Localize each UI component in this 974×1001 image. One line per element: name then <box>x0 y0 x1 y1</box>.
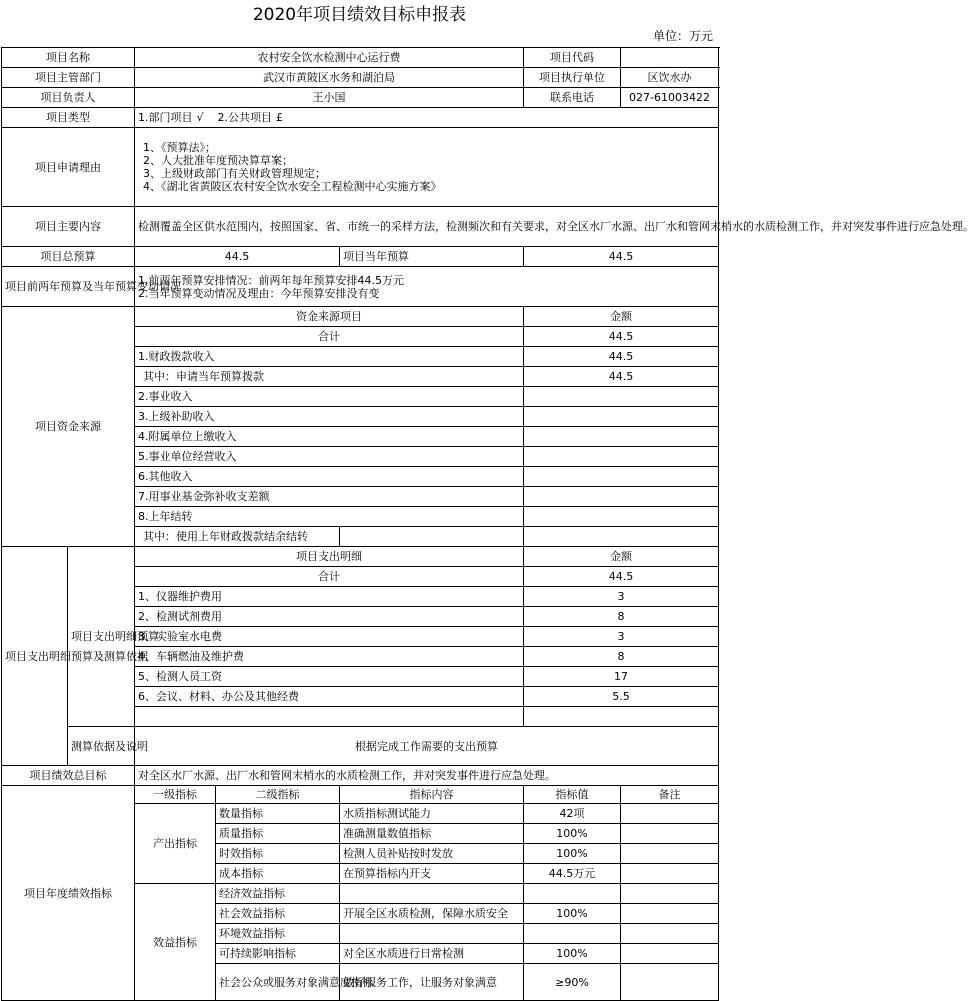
exec-unit-label: 项目执行单位 <box>524 68 621 88</box>
funding-item: 3.上级补助收入 <box>135 407 524 427</box>
indicator-content: 做好服务工作，让服务对象满意 <box>340 964 524 1001</box>
basis-value: 根据完成工作需要的支出预算 <box>135 727 719 766</box>
funding-amount <box>524 427 719 447</box>
project-code-value <box>621 48 719 68</box>
indicator-l2: 成本指标 <box>216 864 340 884</box>
expense-item: 合计 <box>135 567 524 587</box>
row-project-type <box>2 108 719 128</box>
funding-label: 项目资金来源 <box>2 307 135 547</box>
performance-form-table <box>1 47 974 1001</box>
expense-amount: 17 <box>524 667 719 687</box>
indicator-note <box>621 864 719 884</box>
funding-amount <box>524 487 719 507</box>
budget-change-label: 项目前两年预算及当年预算变动情况 <box>2 267 135 307</box>
indicator-content: 检测人员补贴按时发放 <box>340 844 524 864</box>
indicator-content: 对全区水质进行日常检测 <box>340 944 524 964</box>
indicator-l2: 社会公众或服务对象满意度指标 <box>216 964 340 1001</box>
project-type-label: 项目类型 <box>2 108 135 128</box>
benefit-indicator-label: 效益指标 <box>135 884 216 1001</box>
indicator-note <box>621 964 719 1001</box>
total-budget-label: 项目总预算 <box>2 247 135 267</box>
expense-item: 5、检测人员工资 <box>135 667 524 687</box>
indicator-l2: 社会效益指标 <box>216 904 340 924</box>
indicator-note <box>621 884 719 904</box>
indicator-note <box>621 824 719 844</box>
indicators-label: 项目年度绩效指标 <box>2 786 135 1001</box>
funding-item: 7.用事业基金弥补收支差额 <box>135 487 524 507</box>
funding-item: 4.附属单位上缴收入 <box>135 427 524 447</box>
content-label: 项目主要内容 <box>2 207 135 247</box>
project-type-options <box>135 108 719 128</box>
indicator-value <box>524 884 621 904</box>
expense-header-row <box>2 547 719 567</box>
row-reason <box>2 128 719 207</box>
indicator-content: 水质指标测试能力 <box>340 804 524 824</box>
row-owner <box>2 88 719 108</box>
phone-value: 027-61003422 <box>621 88 719 108</box>
goal-label: 项目绩效总目标 <box>2 766 135 786</box>
owner-value: 王小国 <box>135 88 524 108</box>
funding-amount <box>524 407 719 427</box>
reason-line: 3、上级财政部门有关财政管理规定； <box>143 167 326 180</box>
output-indicator-label: 产出指标 <box>135 804 216 884</box>
exec-unit-value: 区饮水办 <box>621 68 719 88</box>
indicator-head-note: 备注 <box>621 786 719 804</box>
indicator-value: 42项 <box>524 804 621 824</box>
reason-label: 项目申请理由 <box>2 128 135 207</box>
type-option-dept: 1.部门项目 <box>138 111 193 124</box>
dept-label: 项目主管部门 <box>2 68 135 88</box>
project-name-label: 项目名称 <box>2 48 135 68</box>
funding-amount <box>524 387 719 407</box>
expense-item <box>135 707 524 727</box>
year-budget-value: 44.5 <box>524 247 719 267</box>
expense-item: 6、会议、材料、办公及其他经费 <box>135 687 524 707</box>
reason-line: 1、《预算法》； <box>143 141 216 154</box>
row-content <box>2 207 719 247</box>
funding-item: 合计 <box>135 327 524 347</box>
expense-item: 1、仪器维护费用 <box>135 587 524 607</box>
indicator-l2: 时效指标 <box>216 844 340 864</box>
expense-amount: 3 <box>524 627 719 647</box>
indicator-note <box>621 804 719 824</box>
funding-header-row <box>2 307 719 327</box>
row-department <box>2 68 719 88</box>
indicator-value: 100% <box>524 844 621 864</box>
row-budget <box>2 247 719 267</box>
indicator-value: 100% <box>524 904 621 924</box>
reason-line: 4、《湖北省黄陂区农村安全饮水安全工程检测中心实施方案》 <box>143 180 442 193</box>
unit-label: 单位：万元 <box>652 29 713 43</box>
funding-amount <box>524 507 719 527</box>
content-text: 检测覆盖全区供水范围内，按照国家、省、市统一的采样方法，检测频次和有关要求，对全区水厂水源、出厂水和管网末梢水的水质检测工作，并对突发事件进行应急处理。 <box>135 207 719 247</box>
indicator-head-l1: 一级指标 <box>135 786 216 804</box>
expense-amount: 3 <box>524 587 719 607</box>
indicator-l2: 经济效益指标 <box>216 884 340 904</box>
expense-sub-label: 项目支出明细预算 <box>68 547 135 727</box>
indicator-note <box>621 904 719 924</box>
indicator-note <box>621 924 719 944</box>
budget-change-text <box>135 267 719 307</box>
indicator-header-row <box>2 786 719 804</box>
expense-amount: 44.5 <box>524 567 719 587</box>
funding-head-amount: 金额 <box>524 307 719 327</box>
expense-head-item: 项目支出明细 <box>135 547 524 567</box>
indicator-content: 开展全区水质检测，保障水质安全 <box>340 904 524 924</box>
indicator-value <box>524 924 621 944</box>
indicator-head-value: 指标值 <box>524 786 621 804</box>
project-name-value: 农村安全饮水检测中心运行费 <box>135 48 524 68</box>
indicator-content: 在预算指标内开支 <box>340 864 524 884</box>
funding-amount <box>524 467 719 487</box>
project-code-label: 项目代码 <box>524 48 621 68</box>
empty-checkbox-icon: £ <box>276 111 284 124</box>
indicator-value: 100% <box>524 944 621 964</box>
indicator-content <box>340 884 524 904</box>
expense-basis-row <box>2 727 719 766</box>
funding-item: 8.上年结转 <box>135 507 524 527</box>
checkmark-icon: √ <box>196 111 204 124</box>
goal-text: 对全区水厂水源、出厂水和管网末梢水的水质检测工作，并对突发事件进行应急处理。 <box>135 766 719 786</box>
indicator-value: 100% <box>524 824 621 844</box>
indicator-note <box>621 844 719 864</box>
funding-head-item: 资金来源项目 <box>135 307 524 327</box>
expense-item: 2、检测试剂费用 <box>135 607 524 627</box>
form-title: 2020年项目绩效目标申报表 <box>252 5 467 25</box>
funding-spacer <box>340 527 524 547</box>
funding-amount: 44.5 <box>524 367 719 387</box>
year-budget-label: 项目当年预算 <box>340 247 524 267</box>
indicator-content <box>340 924 524 944</box>
indicator-value: 44.5万元 <box>524 864 621 884</box>
row-budget-change <box>2 267 719 307</box>
indicator-head-l2: 二级指标 <box>216 786 340 804</box>
funding-item: 1.财政拨款收入 <box>135 347 524 367</box>
reason-line: 2、人大批准年度预决算草案； <box>143 154 293 167</box>
basis-label: 测算依据及说明 <box>68 727 135 766</box>
indicator-l2: 质量指标 <box>216 824 340 844</box>
funding-item: 其中：申请当年预算拨款 <box>135 367 524 387</box>
type-option-public: 2.公共项目 <box>217 111 273 124</box>
expense-item: 4、车辆燃油及维护费 <box>135 647 524 667</box>
expense-amount: 8 <box>524 607 719 627</box>
row-project-name <box>2 48 719 68</box>
dept-value: 武汉市黄陂区水务和湖泊局 <box>135 68 524 88</box>
phone-label: 联系电话 <box>524 88 621 108</box>
funding-amount: 44.5 <box>524 327 719 347</box>
expense-label: 项目支出明细预算及测算依据 <box>2 547 68 766</box>
funding-item: 5.事业单位经营收入 <box>135 447 524 467</box>
row-goal <box>2 766 719 786</box>
expense-head-amount: 金额 <box>524 547 719 567</box>
indicator-value: ≥90% <box>524 964 621 1001</box>
funding-item: 6.其他收入 <box>135 467 524 487</box>
indicator-head-content: 指标内容 <box>340 786 524 804</box>
indicator-l2: 环境效益指标 <box>216 924 340 944</box>
funding-item: 其中：使用上年财政拨款结余结转 <box>135 527 340 547</box>
funding-amount <box>524 527 719 547</box>
expense-item: 3、实验室水电费 <box>135 627 524 647</box>
budget-change-line: 1.前两年预算安排情况：前两年每年预算安排44.5万元 <box>138 273 404 287</box>
funding-amount <box>524 447 719 467</box>
expense-amount <box>524 707 719 727</box>
total-budget-value: 44.5 <box>135 247 340 267</box>
reason-list <box>135 128 719 207</box>
expense-amount: 5.5 <box>524 687 719 707</box>
funding-amount: 44.5 <box>524 347 719 367</box>
indicator-note <box>621 944 719 964</box>
indicator-l2: 可持续影响指标 <box>216 944 340 964</box>
indicator-content: 准确测量数值指标 <box>340 824 524 844</box>
owner-label: 项目负责人 <box>2 88 135 108</box>
indicator-l2: 数量指标 <box>216 804 340 824</box>
expense-amount: 8 <box>524 647 719 667</box>
budget-change-line: 2.当年预算变动情况及理由：今年预算安排没有变 <box>138 286 380 300</box>
funding-item: 2.事业收入 <box>135 387 524 407</box>
